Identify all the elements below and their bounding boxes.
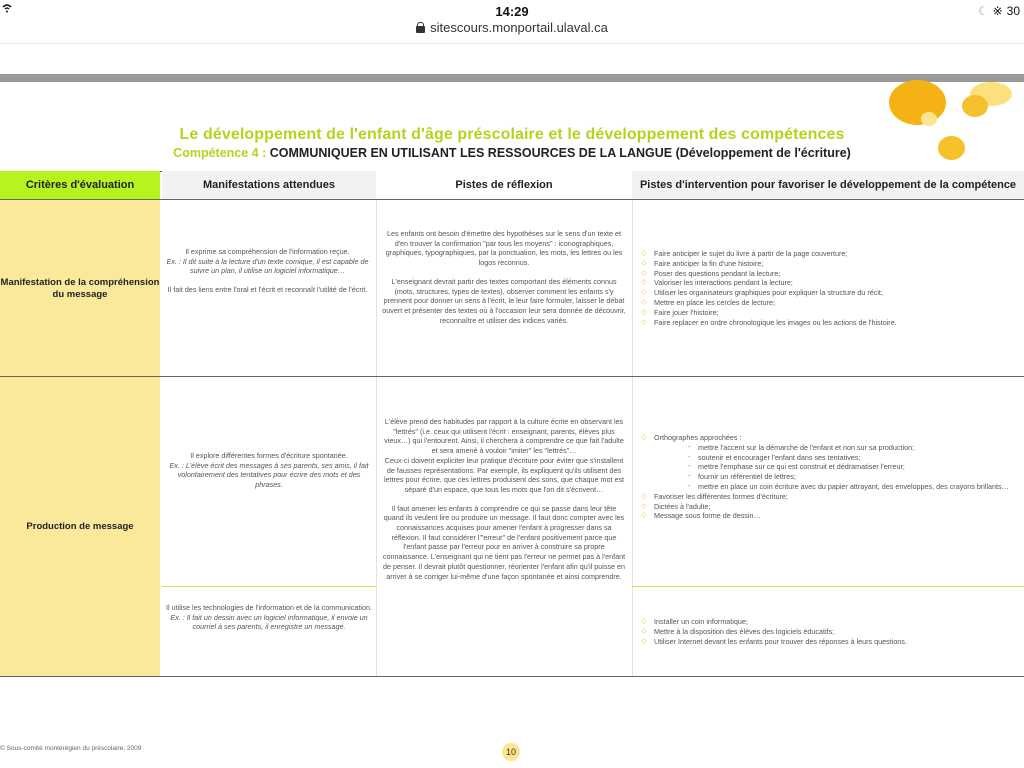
reflexion-paragraph: Les enfants ont besoin d'émettre des hypothèses sur le sens d'un texte et d'en trouver la confirmation "par tous les moyens" : iconographiques, graphiques, typographiques, par la ponctuation, les mots, les lettres ou les logos reconnus. <box>385 229 623 268</box>
bluetooth-icon: ※ <box>992 4 1003 18</box>
slide-title: Le développement de l'enfant d'âge préscolaire et le développement des compétences <box>179 126 845 143</box>
row2-reflexion <box>382 417 626 581</box>
table-bottom-border <box>0 676 1024 677</box>
reflexion-paragraph: L'élève prend des habitudes par rapport à la culture écrite en observant les "lettrés" (i.e. ceux qui utilisent l'écrit : enseignant, parents, élèves plus vieux…) qui l'entourent. Ainsi, il cherchera à comprendre ce que fait l'adulte et sera amené à vouloir "imiter" les "lettrés"… <box>384 417 624 456</box>
list-item: ◇ Favoriser les différentes formes d'écriture; <box>638 492 1020 502</box>
subtitle-tail: (Développement de l'écriture) <box>675 146 851 160</box>
criterion-production: Production de message <box>26 521 134 532</box>
lock-icon <box>416 22 425 33</box>
subtitle-label: Compétence 4 : <box>173 146 267 160</box>
list-item: ◇ Faire jouer l'histoire; <box>638 308 1020 318</box>
reflexion-paragraph: Il faut amener les enfants à comprendre ce qui se passe dans leur tête quand ils veulent lire ou produire un message. Il faut donc compter avec les connaissances acquises pour amener l'enfant à progresser dans sa réflexion. Il faut considérer l'"erreur" de l'enfant positivement parce que l'enfant passe par l'erreur pour en arriver à construire sa propre connaissance. L'enseignant qui ne tient pas l'erreur ne permet pas à l'enfant de penser. Il devrait plutôt questionner, réorienter l'enfant afin qu'il puisse en arriver à se corriger lui-même d'une façon spontanée et ainsi comprendre. <box>382 503 626 581</box>
page-number: 10 <box>502 743 520 761</box>
criterion-comprehension: Manifestation de la compréhension du message <box>0 277 160 300</box>
manifestation-example: Ex. : Il fait un dessin avec un logiciel informatique, il envoie un courriel à ses parents, il enregistre un message. <box>170 612 368 632</box>
manifestation-text: Il fait des liens entre l'oral et l'écrit et reconnaît l'utilité de l'écrit. <box>167 285 368 295</box>
header-manifestations: Manifestations attendues <box>162 171 376 199</box>
manifestation-text: Il utilise les technologies de l'information et de la communication. <box>166 603 372 612</box>
subtitle-main: COMMUNIQUER EN UTILISANT LES RESSOURCES DE LA LANGUE <box>269 146 673 160</box>
address-bar[interactable] <box>0 20 1024 42</box>
row2-manifestations-b <box>165 603 373 632</box>
column-divider <box>376 200 377 676</box>
header-criteres: Critères d'évaluation <box>0 171 160 199</box>
slide-subtitle <box>0 146 1024 160</box>
status-bar <box>0 0 1024 22</box>
list-item: ◇ Mettre à la disposition des élèves des logiciels éducatifs; <box>638 627 1020 637</box>
header-interventions: Pistes d'intervention pour favoriser le développement de la compétence <box>632 171 1024 199</box>
criteria-column <box>0 200 160 676</box>
manifestation-example: Ex. : Il dit suite à la lecture d'un texte comique, il est capable de suivre un plan, il utilise un logiciel informatique… <box>166 256 369 276</box>
row-divider <box>0 376 1024 377</box>
row1-reflexion <box>382 229 626 325</box>
row2-interventions-a <box>638 433 1020 521</box>
row1-interventions <box>638 249 1020 327</box>
list-subitem: - fournir un référentiel de lettres; <box>638 472 1020 482</box>
list-item: ◇ Installer un coin informatique; <box>638 617 1020 627</box>
row1-manifestations <box>165 247 370 295</box>
list-item: ◇ Utiliser les organisateurs graphiques pour expliquer la structure du récit; <box>638 288 1020 298</box>
decorative-circle <box>962 95 988 117</box>
column-divider <box>632 200 633 676</box>
status-time: 14:29 <box>495 4 529 19</box>
manifestation-example: Ex. : L'élève écrit des messages à ses parents, ses amis, il fait volontairement des tentatives pour écrire des mots et des phrases. <box>169 460 369 490</box>
reflexion-paragraph: L'enseignant devrait partir des textes comportant des éléments connus (mots, structures, types de textes), observer comment les enfants s'y prennent pour donner un sens à l'écrit, le leur faire formuler, laisser le débat ouvert et présenter des textes où à l'occasion leur sera donnée de découvrir, reconnaître et utiliser des indices variés. <box>382 276 626 325</box>
list-subitem: - soutenir et encourager l'enfant dans ses tentatives; <box>638 453 1020 463</box>
list-subitem: - mettre l'accent sur la démarche de l'enfant et non sur sa production; <box>638 443 1020 453</box>
list-item: ◇ Valoriser les interactions pendant la lecture; <box>638 278 1020 288</box>
row2-manifestations-a <box>165 451 373 490</box>
decorative-circle <box>889 80 946 125</box>
status-right <box>978 4 1020 18</box>
list-item: ◇ Faire anticiper la fin d'une histoire; <box>638 259 1020 269</box>
list-item: ◇ Faire replacer en ordre chronologique les images ou les actions de l'histoire. <box>638 318 1020 328</box>
list-item: ◇ Mettre en place les cercles de lecture; <box>638 298 1020 308</box>
list-item: ◇ Faire anticiper le sujet du livre à partir de la page couverture; <box>638 249 1020 259</box>
header-reflexion: Pistes de réflexion <box>376 171 632 199</box>
list-item: ◇ Message sous forme de dessin… <box>638 511 1020 521</box>
reflexion-paragraph: Ceux-ci doivent expliciter leur pratique d'écriture pour éviter que s'installent de fausses représentations. Par exemple, ils expliquent qu'ils utilisent des lettres pour écrire, que ces lettres produisent des sons, que chaque mot est séparé d'un espace, que tous les mots que l'on dit s'écrivent… <box>383 455 625 494</box>
url-text[interactable]: sitescours.monportail.ulaval.ca <box>430 20 608 35</box>
list-subitem: - mettre en place un coin écriture avec du papier attrayant, des enveloppes, des crayons brillants… <box>638 482 1020 492</box>
moon-icon: ☾ <box>977 4 989 18</box>
battery-level: 30 <box>1006 4 1020 18</box>
manifestation-text: Il exprime sa compréhension de l'information reçue. <box>185 247 350 256</box>
slide-top-bar <box>0 74 1024 82</box>
divider <box>0 43 1024 44</box>
green-divider <box>162 586 376 587</box>
list-subitem: - mettre l'emphase sur ce qui est construit et dédramatiser l'erreur; <box>638 462 1020 472</box>
footer-copyright: © Sous-comité montérégien du préscolaire, 2009 <box>0 745 142 752</box>
manifestation-text: Il explore différentes formes d'écriture spontanée. <box>190 451 348 460</box>
list-item: ◇ Orthographes approchées : <box>638 433 1020 443</box>
list-item: ◇ Utiliser Internet devant les enfants pour trouver des réponses à leurs questions. <box>638 637 1020 647</box>
list-item: ◇ Dictées à l'adulte; <box>638 502 1020 512</box>
green-divider <box>632 586 1024 587</box>
decorative-circle <box>921 112 937 126</box>
list-item: ◇ Poser des questions pendant la lecture; <box>638 269 1020 279</box>
row2-interventions-b <box>638 617 1020 646</box>
